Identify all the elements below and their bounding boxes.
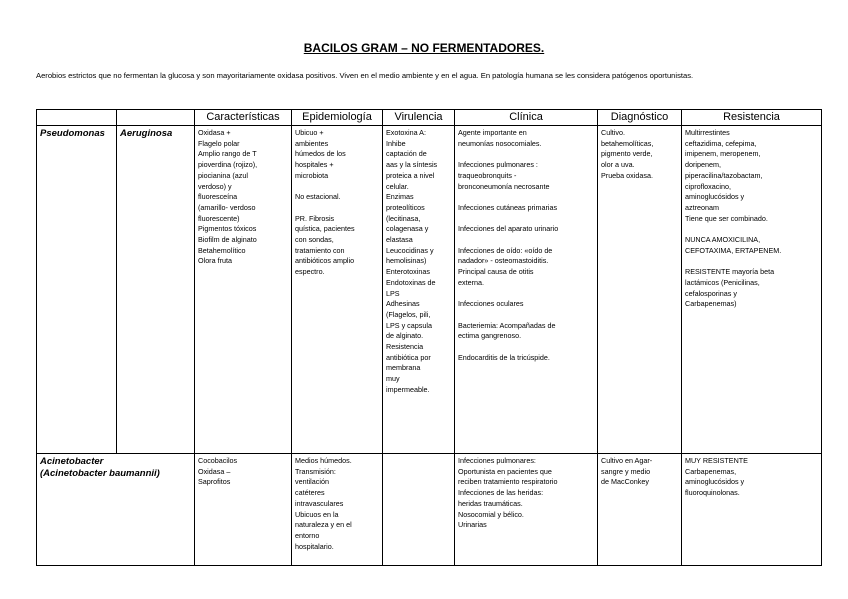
cell-line bbox=[458, 342, 594, 353]
document-title: BACILOS GRAM – NO FERMENTADORES. bbox=[303, 41, 545, 55]
cell-line: tratamiento con bbox=[295, 245, 345, 255]
cell-line bbox=[458, 289, 594, 300]
diagnostico-cell bbox=[598, 454, 682, 566]
cell-line: hospitalario. bbox=[295, 541, 334, 551]
cell-line: (Flagelos, pili, bbox=[386, 309, 431, 319]
caracteristicas-cell bbox=[195, 126, 292, 454]
resistencia-cell bbox=[682, 454, 822, 566]
cell-line bbox=[458, 235, 594, 246]
cell-line: Pigmentos tóxicos bbox=[198, 224, 257, 234]
genus-cell bbox=[37, 126, 117, 454]
cell-line: Saprofitos bbox=[198, 477, 231, 487]
header-cell: Resistencia bbox=[682, 110, 822, 126]
cell-line: olor a uva. bbox=[601, 160, 635, 170]
cell-line: CEFOTAXIMA, ERTAPENEM. bbox=[685, 245, 782, 255]
cell-line: Infecciones del aparato urinario bbox=[458, 224, 559, 234]
cell-line: naturaleza y en el bbox=[295, 520, 352, 530]
cell-line: Flagelo polar bbox=[198, 138, 240, 148]
epidemiologia-cell bbox=[292, 454, 383, 566]
cell-line: con sondas, bbox=[295, 235, 334, 245]
cell-line: captación de bbox=[386, 149, 427, 159]
cell-line: fluoresceína bbox=[198, 192, 238, 202]
cell-line: elastasa bbox=[386, 235, 413, 245]
cell-line: verdoso) y bbox=[198, 181, 232, 191]
cell-line bbox=[295, 182, 379, 193]
cell-line: antibióticos amplio bbox=[295, 256, 355, 266]
cell-line: hospitales + bbox=[295, 160, 334, 170]
cell-line: sangre y medio bbox=[601, 466, 651, 476]
cell-line: microbiota bbox=[295, 170, 329, 180]
cell-line bbox=[458, 310, 594, 321]
cell-line: heridas traumáticas. bbox=[458, 498, 523, 508]
cell-line: Amplio rango de T bbox=[198, 149, 257, 159]
header-cell bbox=[37, 110, 117, 126]
cell-line: ventilación bbox=[295, 477, 329, 487]
cell-line: cefalosporinas y bbox=[685, 288, 737, 298]
cell-line: Transmisión: bbox=[295, 466, 336, 476]
cell-line: lactámicos (Penicilinas, bbox=[685, 277, 760, 287]
species-cell bbox=[117, 126, 195, 454]
cell-line: Principal causa de otitis bbox=[458, 267, 534, 277]
cell-line: (lecitinasa, bbox=[386, 213, 421, 223]
header-cell: Virulencia bbox=[383, 110, 455, 126]
cell-line: Biofilm de alginato bbox=[198, 235, 257, 245]
cell-line: impermeable. bbox=[386, 384, 430, 394]
bacteria-table bbox=[36, 109, 822, 566]
cell-line: PR. Fibrosis bbox=[295, 213, 335, 223]
clinica-cell bbox=[455, 454, 598, 566]
cell-line: pigmento verde, bbox=[601, 149, 653, 159]
cell-line: membrana bbox=[386, 363, 421, 373]
diagnostico-cell bbox=[598, 126, 682, 454]
header-cell: Características bbox=[195, 110, 292, 126]
cell-line: Nosocomial y bélico. bbox=[458, 509, 524, 519]
cell-line: traqueobronquits - bbox=[458, 170, 517, 180]
cell-line: celular. bbox=[386, 181, 409, 191]
table-row-acinetobacter bbox=[37, 454, 822, 566]
cell-line: Endotoxinas de bbox=[386, 277, 436, 287]
cell-line: Cultivo en Agar- bbox=[601, 456, 653, 465]
cell-line: ambientes bbox=[295, 138, 329, 148]
cell-line: Carbapenemas) bbox=[685, 299, 737, 309]
genus-name: Pseudomonas bbox=[40, 128, 105, 139]
cell-line: fluorescente) bbox=[198, 213, 240, 223]
cell-line: espectro. bbox=[295, 267, 325, 277]
header-cell: Epidemiología bbox=[292, 110, 383, 126]
cell-line: (amarillo- verdoso bbox=[198, 202, 256, 212]
cell-line: neumonías nosocomiales. bbox=[458, 138, 542, 148]
cell-line: NUNCA AMOXICILINA, bbox=[685, 235, 761, 245]
cell-line: Betahemolítico bbox=[198, 245, 246, 255]
cell-line: nadador» - osteomastoiditis. bbox=[458, 256, 549, 266]
cell-line: Enterotoxinas bbox=[386, 267, 430, 277]
cell-line: antibiótica por bbox=[386, 352, 431, 362]
species-name: (Acinetobacter baumannii) bbox=[40, 468, 160, 479]
cell-line: externa. bbox=[458, 277, 484, 287]
cell-line: proteolíticos bbox=[386, 202, 425, 212]
cell-line: Endocarditis de la tricúspide. bbox=[458, 352, 550, 362]
header-cell bbox=[117, 110, 195, 126]
cell-line: Infecciones de las heridas: bbox=[458, 488, 544, 498]
cell-line: Carbapenemas, bbox=[685, 466, 737, 476]
cell-line: aztreonam bbox=[685, 202, 719, 212]
cell-line: Bacteriemia: Acompañadas de bbox=[458, 320, 556, 330]
cell-line: aminoglucósidos y bbox=[685, 477, 745, 487]
cell-line: Oportunista en pacientes que bbox=[458, 466, 552, 476]
cell-line: No estacional. bbox=[295, 192, 341, 202]
cell-line: intravasculares bbox=[295, 498, 344, 508]
cell-line: Olora fruta bbox=[198, 256, 232, 266]
cell-line: MUY RESISTENTE bbox=[685, 456, 748, 465]
cell-line: Infecciones cutáneas primarias bbox=[458, 202, 558, 212]
header-row bbox=[37, 110, 822, 126]
cell-line: doripenem, bbox=[685, 160, 721, 170]
cell-line bbox=[458, 214, 594, 225]
cell-line: húmedos de los bbox=[295, 149, 346, 159]
cell-line: Ubicuos en la bbox=[295, 509, 339, 519]
table-row-pseudomonas bbox=[37, 126, 822, 454]
header-cell: Diagnóstico bbox=[598, 110, 682, 126]
cell-line: Medios húmedos. bbox=[295, 456, 352, 465]
cell-line bbox=[458, 192, 594, 203]
cell-line bbox=[458, 149, 594, 160]
resistencia-cell bbox=[682, 126, 822, 454]
cell-line: colagenasa y bbox=[386, 224, 429, 234]
cell-line: ceftazidima, cefepima, bbox=[685, 138, 757, 148]
cell-line: Cocobacilos bbox=[198, 456, 238, 465]
cell-line: Cultivo. bbox=[601, 128, 625, 137]
cell-line: muy bbox=[386, 374, 400, 384]
cell-line: bronconeumonía necrosante bbox=[458, 181, 550, 191]
virulencia-cell bbox=[383, 454, 455, 566]
cell-line: Exotoxina A: bbox=[386, 128, 426, 137]
cell-line: Leucocidinas y bbox=[386, 245, 434, 255]
cell-line: Infecciones oculares bbox=[458, 299, 524, 309]
cell-line: Oxidasa – bbox=[198, 466, 231, 476]
cell-line: hemolisinas) bbox=[386, 256, 427, 266]
cell-line: Agente importante en bbox=[458, 128, 527, 137]
clinica-cell bbox=[455, 126, 598, 454]
cell-line: catéteres bbox=[295, 488, 325, 498]
cell-line: Resistencia bbox=[386, 342, 424, 352]
cell-line: aas y la síntesis bbox=[386, 160, 438, 170]
cell-line bbox=[685, 256, 818, 267]
cell-line: de MacConkey bbox=[601, 477, 649, 487]
cell-line: Inhibe bbox=[386, 138, 406, 148]
cell-line: Infecciones pulmonares : bbox=[458, 160, 538, 170]
cell-line: ciprofloxacino, bbox=[685, 181, 731, 191]
cell-line: Ubicuo + bbox=[295, 128, 324, 137]
cell-line: LPS bbox=[386, 288, 400, 298]
cell-line: Tiene que ser combinado. bbox=[685, 213, 768, 223]
cell-line: aminoglucósidos y bbox=[685, 192, 745, 202]
cell-line: RESISTENTE mayoría beta bbox=[685, 267, 775, 277]
cell-line: proteica a nivel bbox=[386, 170, 435, 180]
cell-line: Prueba oxidasa. bbox=[601, 170, 653, 180]
cell-line: ectima gangrenoso. bbox=[458, 331, 522, 341]
cell-line: Infecciones de oído: «oído de bbox=[458, 245, 553, 255]
cell-line: Infecciones pulmonares: bbox=[458, 456, 536, 465]
cell-line: fluoroquinolonas. bbox=[685, 488, 740, 498]
cell-line: piocianina (azul bbox=[198, 170, 248, 180]
intro-paragraph: Aerobios estrictos que no fermentan la glucosa y son mayoritariamente oxidasa positivos. Viven en el medio ambiente y en el agua. En patología humana se les considera patógenos oportunistas. bbox=[36, 71, 694, 80]
cell-line: piperacilina/tazobactam, bbox=[685, 170, 763, 180]
species-name: Aeruginosa bbox=[120, 128, 173, 139]
cell-line: quística, pacientes bbox=[295, 224, 355, 234]
genus-name: Acinetobacter bbox=[40, 456, 104, 467]
cell-line: imipenem, meropenem, bbox=[685, 149, 761, 159]
cell-line: Multirrestintes bbox=[685, 128, 730, 137]
cell-line: de alginato. bbox=[386, 331, 424, 341]
cell-line: entorno bbox=[295, 530, 320, 540]
cell-line: Urinarias bbox=[458, 520, 487, 530]
cell-line: LPS y capsula bbox=[386, 320, 432, 330]
epidemiologia-cell bbox=[292, 126, 383, 454]
cell-line: Oxidasa + bbox=[198, 128, 231, 137]
cell-line: Enzimas bbox=[386, 192, 414, 202]
organism-cell bbox=[37, 454, 195, 566]
cell-line: reciben tratamiento respiratorio bbox=[458, 477, 558, 487]
cell-line bbox=[295, 203, 379, 214]
cell-line: Adhesinas bbox=[386, 299, 420, 309]
cell-line: pioverdina (rojizo), bbox=[198, 160, 258, 170]
virulencia-cell bbox=[383, 126, 455, 454]
header-cell: Clínica bbox=[455, 110, 598, 126]
cell-line: betahemolíticas, bbox=[601, 138, 654, 148]
cell-line bbox=[685, 224, 818, 235]
caracteristicas-cell bbox=[195, 454, 292, 566]
